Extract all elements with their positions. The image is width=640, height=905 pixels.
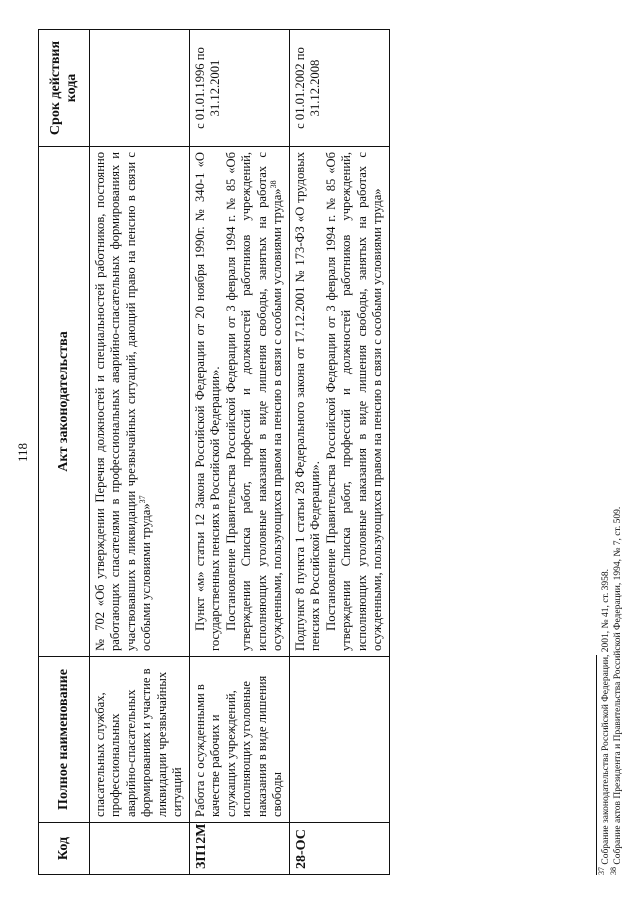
cell-code: ЗП12М xyxy=(189,823,289,875)
act-paragraph: Постановление Правительства Российской Федерации от 3 февраля 1994 г. № 85 «Об утверждении Списка работ, профессий и должностей работников учреждений, исполняющих уголовные наказания в виде лишения свободы, занятых на работах с осужденными, пользующихся правом на пенсию в связи с особыми условиями труда»$^{38}$ xyxy=(223,152,285,651)
footnote-divider xyxy=(596,655,597,875)
footnote-mark: 37 xyxy=(596,867,606,875)
footnote-text: Собрание законодательства Российской Федерации, 2001, № 41, ст. 3958. xyxy=(601,568,611,865)
act-paragraph: Постановление Правительства Российской Федерации от 3 февраля 1994 г. № 85 «Об утверждении Списка работ, профессий и должностей работников учреждений, исполняющих уголовные наказания в виде лишения свободы, занятых на работах с осужденными, пользующихся правом на пенсию в связи с особыми условиями труда» xyxy=(323,152,385,651)
cell-act xyxy=(189,147,289,657)
header-term: Срок действия кода xyxy=(39,30,90,147)
table-row xyxy=(289,30,389,875)
cell-act xyxy=(289,147,389,657)
header-act: Акт законодательства xyxy=(39,147,90,657)
cell-full-name xyxy=(289,657,389,823)
footnotes xyxy=(596,30,625,875)
table-row xyxy=(90,30,190,875)
page-number: 118 xyxy=(15,442,30,463)
act-paragraph: № 702 «Об утверждении Перечня должностей и специальностей работников, постоянно работающих спасателями в профессиональных аварийно-спасательных формированиях и участвовавших в ликвидации чрезвычайных ситуаций, дающий право на пенсию в связи с особыми условиями труда»$^{37}$ xyxy=(93,152,154,651)
cell-act xyxy=(90,147,190,657)
cell-term xyxy=(90,30,190,147)
footnote-mark: 38 xyxy=(609,867,619,875)
footnote-ref: 37 xyxy=(138,495,148,504)
act-paragraph: Пункт «м» статьи 12 Закона Российской Федерации от 20 ноября 1990г. № 340-1 «О государственных пенсиях в Российской Федерации». xyxy=(192,152,223,651)
header-full-name: Полное наименование xyxy=(39,657,90,823)
cell-code: 28-ОС xyxy=(289,823,389,875)
cell-term: с 01.01.2002 по 31.12.2008 xyxy=(289,30,389,147)
header-code: Код xyxy=(39,823,90,875)
cell-term: с 01.01.1996 по 31.12.2001 xyxy=(189,30,289,147)
act-paragraph: Подпункт 8 пункта 1 статьи 28 Федерального закона от 17.12.2001 № 173-ФЗ «О трудовых пенсиях в Российской Федерации». xyxy=(292,152,323,651)
footnote xyxy=(609,30,624,875)
table-row xyxy=(189,30,289,875)
cell-full-name: спасательных службах, профессиональных аварийно-спасательных формированиях и участие в ликвидации чрезвычайных ситуаций xyxy=(90,657,190,823)
table-header-row xyxy=(39,30,90,875)
legislation-table xyxy=(38,29,390,875)
footnote xyxy=(596,30,612,875)
cell-code xyxy=(90,823,190,875)
footnote-text: Собрание актов Президента и Правительства Российской Федерации, 1994, № 7, ст. 509. xyxy=(613,506,624,865)
cell-full-name: Работа с осужденными в качестве рабочих и служащих учреждений, исполняющих уголовные наказания в виде лишения свободы xyxy=(189,657,289,823)
footnote-ref: 38 xyxy=(269,180,279,189)
